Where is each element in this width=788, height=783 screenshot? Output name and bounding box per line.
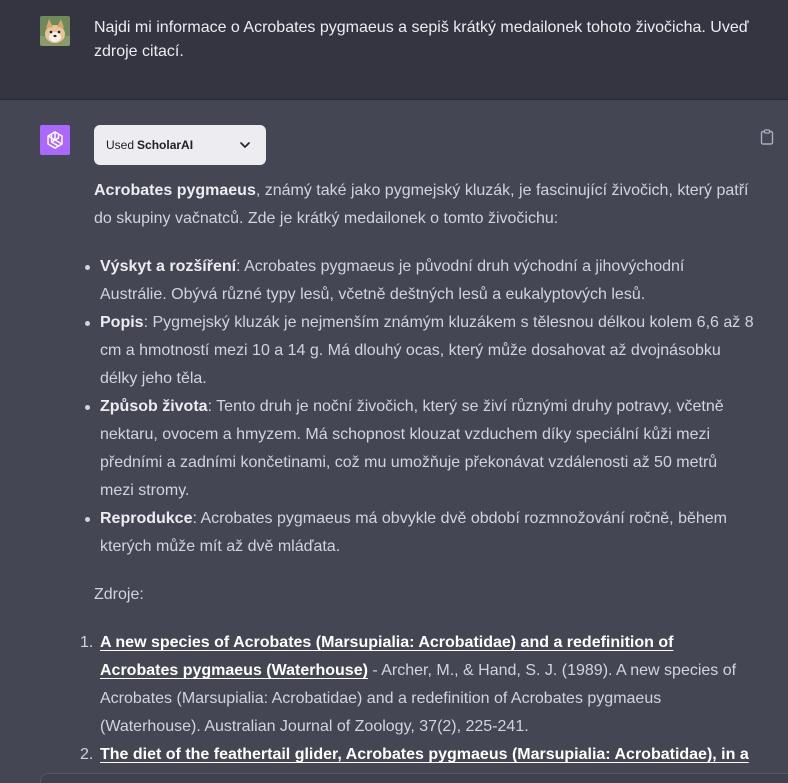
user-message-text: Najdi mi informace o Acrobates pygmaeus a sepiš krátký medailonek tohoto živočicha. Uveď zdroje citací. — [94, 19, 749, 60]
assistant-response — [80, 177, 754, 769]
reference-item — [80, 741, 754, 769]
intro-text: , známý také jako pygmejský kluzák, je fascinující živočich, který patří do skupiny vačnatců. Zde je krátký medailonek o tomto živočichu: — [94, 182, 749, 227]
list-item — [94, 253, 754, 309]
reference-link[interactable]: A new species of Acrobates (Marsupialia: Acrobatidae) and a redefinition of Acrobates pygmaeus (Waterhouse) — [100, 634, 674, 679]
chevron-down-icon — [238, 138, 252, 152]
info-list — [94, 253, 754, 561]
assistant-avatar — [40, 125, 70, 155]
clipboard-icon[interactable] — [760, 129, 774, 145]
list-item — [94, 505, 754, 561]
list-item-text: : Tento druh je noční živočich, který se živí různými druhy potravy, včetně nektaru, ovocem a hmyzem. Má schopnost klouzat vzduchem díky speciální kůži mezi předními a zadními končetinami, což mu umožňuje překonávat vzdálenosti až 50 metrů mezi stromy. — [100, 398, 724, 499]
list-item — [94, 309, 754, 393]
reference-link[interactable]: The diet of the feathertail glider, Acrobates pygmaeus (Marsupialia: Acrobatidae), in a — [100, 746, 749, 763]
references-list — [80, 629, 754, 769]
plugin-name: ScholarAI — [137, 138, 194, 152]
user-message-block — [0, 0, 788, 100]
list-item-label: Výskyt a rozšíření — [100, 258, 237, 275]
reference-number: 1. — [80, 634, 94, 651]
shiba-dog-avatar-icon — [40, 16, 70, 46]
reference-item — [80, 629, 754, 741]
list-item-label: Reprodukce — [100, 510, 193, 527]
list-item-text: : Acrobates pygmaeus je původní druh východní a jihovýchodní Austrálie. Obývá různé typy lesů, včetně deštných lesů a eukalyptových lesů. — [100, 258, 685, 303]
reference-text: - Archer, M., & Hand, S. J. (1989). A new species of Acrobates (Marsupialia: Acrobatidae) and a redefinition of Acrobates pygmaeus (Waterhouse). Australian Journal of Zoology, 37(2), 225-241. — [100, 662, 737, 735]
reference-number: 2. — [80, 746, 94, 763]
list-item-text: : Pygmejský kluzák je nejmenším známým kluzákem s tělesnou délkou kolem 6,6 až 8 cm a hmotností mezi 10 a 14 g. Má dlouhý ocas, který může dosahovat až dvojnásobku délky jeho těla. — [100, 314, 754, 387]
plugin-used-dropdown[interactable] — [94, 125, 266, 165]
list-item-label: Popis — [100, 314, 144, 331]
intro-bold: Acrobates pygmaeus — [94, 182, 256, 199]
list-item-label: Způsob života — [100, 398, 208, 415]
plugin-used-prefix: Used — [106, 138, 135, 152]
sources-heading: Zdroje: — [94, 586, 144, 603]
intro-paragraph — [94, 177, 754, 233]
openai-logo-icon — [44, 129, 66, 151]
list-item — [94, 393, 754, 505]
list-item-text: : Acrobates pygmaeus má obvykle dvě období rozmnožování ročně, během kterých může mít až dvě mláďata. — [100, 510, 727, 555]
user-avatar — [40, 16, 70, 46]
message-input-edge[interactable] — [40, 773, 788, 783]
